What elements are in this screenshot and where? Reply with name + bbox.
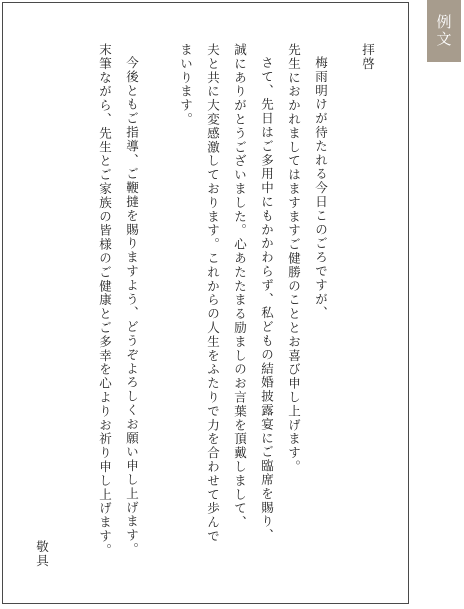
letter-body: [3, 3, 408, 603]
greeting-haikei: 拝啓: [360, 43, 376, 71]
example-label-tab: 例文: [427, 0, 461, 62]
letter-line-2: 先生におかれましてはますますご健勝のこととお喜び申し上げます。: [286, 43, 302, 474]
letter-line-4: 誠にありがとうございました。心あたたまる励ましのお言葉を頂戴しまして、: [232, 43, 248, 530]
letter-line-3: さて、先日はご多用中にもかかわらず、私どもの結婚披露宴にご臨席を賜り、: [259, 56, 275, 543]
letter-frame: [2, 2, 409, 604]
closing-keigu: 敬具: [34, 540, 50, 568]
letter-line-1: 梅雨明けが待たれる今日このごろですが、: [313, 56, 329, 321]
letter-line-7: 今後ともご指導、ご鞭撻を賜りますよう、どうぞよろしくお願い申し上げます。: [124, 56, 140, 557]
letter-line-6: まいります。: [178, 43, 194, 127]
letter-line-5: 夫と共に大変感激しております。これからの人生をふたりで力を合わせて歩んで: [205, 43, 221, 544]
letter-line-8: 末筆ながら、先生とご家族の皆様のご健康とご多幸を心よりお祈り申し上げます。: [97, 43, 113, 558]
